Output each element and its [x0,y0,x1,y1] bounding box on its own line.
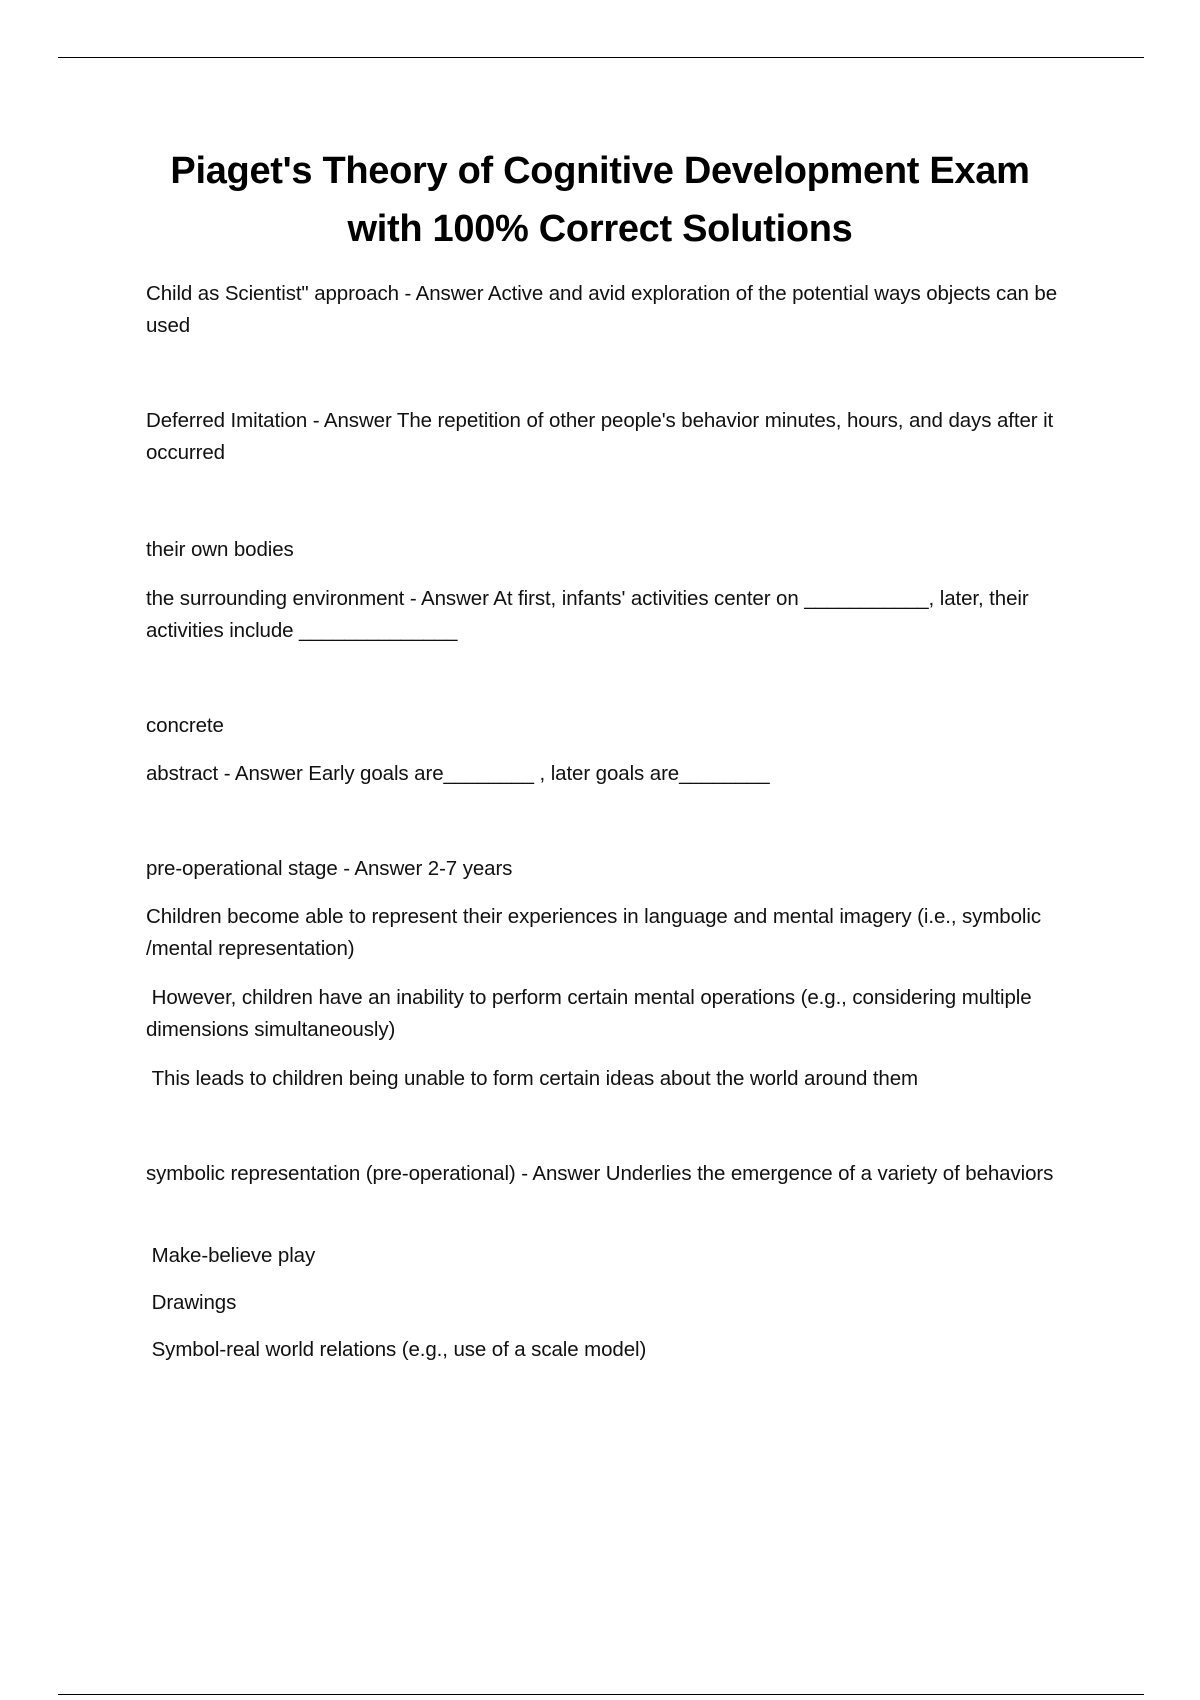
qa-pre-operational-detail-3: This leads to children being unable to form certain ideas about the world around them [146,1067,919,1090]
qa-pre-operational-stage: pre-operational stage - Answer 2-7 years [146,857,513,880]
qa-behavior-drawings: Drawings [146,1291,237,1314]
top-rule [58,57,1144,58]
qa-symbolic-representation: symbolic representation (pre-operational) - Answer Underlies the emergence of a variety of behaviors [146,1162,1054,1185]
qa-pre-operational-detail-1: Children become able to represent their experiences in language and mental imagery (i.e., symbolic /mental representation) [146,905,1047,960]
qa-term-concrete: concrete [146,714,224,737]
document-title-line-1: Piaget's Theory of Cognitive Development Exam [170,150,1030,192]
qa-pre-operational-detail-2: However, children have an inability to perform certain mental operations (e.g., considering multiple dimensions simultaneously) [146,986,1038,1041]
document-title-line-2: with 100% Correct Solutions [347,208,853,250]
qa-behavior-make-believe: Make-believe play [146,1244,316,1267]
qa-surrounding-environment: the surrounding environment - Answer At first, infants' activities center on ___________, later, their activities include ______________ [146,587,1035,642]
qa-deferred-imitation: Deferred Imitation - Answer The repetition of other people's behavior minutes, hours, and days after it occurred [146,409,1059,464]
qa-child-as-scientist: Child as Scientist" approach - Answer Active and avid exploration of the potential ways objects can be used [146,282,1063,337]
document-title [120,142,1080,258]
qa-term-own-bodies: their own bodies [146,538,294,561]
bottom-rule [58,1694,1144,1695]
qa-abstract-goals: abstract - Answer Early goals are________ , later goals are________ [146,762,770,785]
qa-behavior-symbol-real-world: Symbol-real world relations (e.g., use of a scale model) [146,1338,647,1361]
